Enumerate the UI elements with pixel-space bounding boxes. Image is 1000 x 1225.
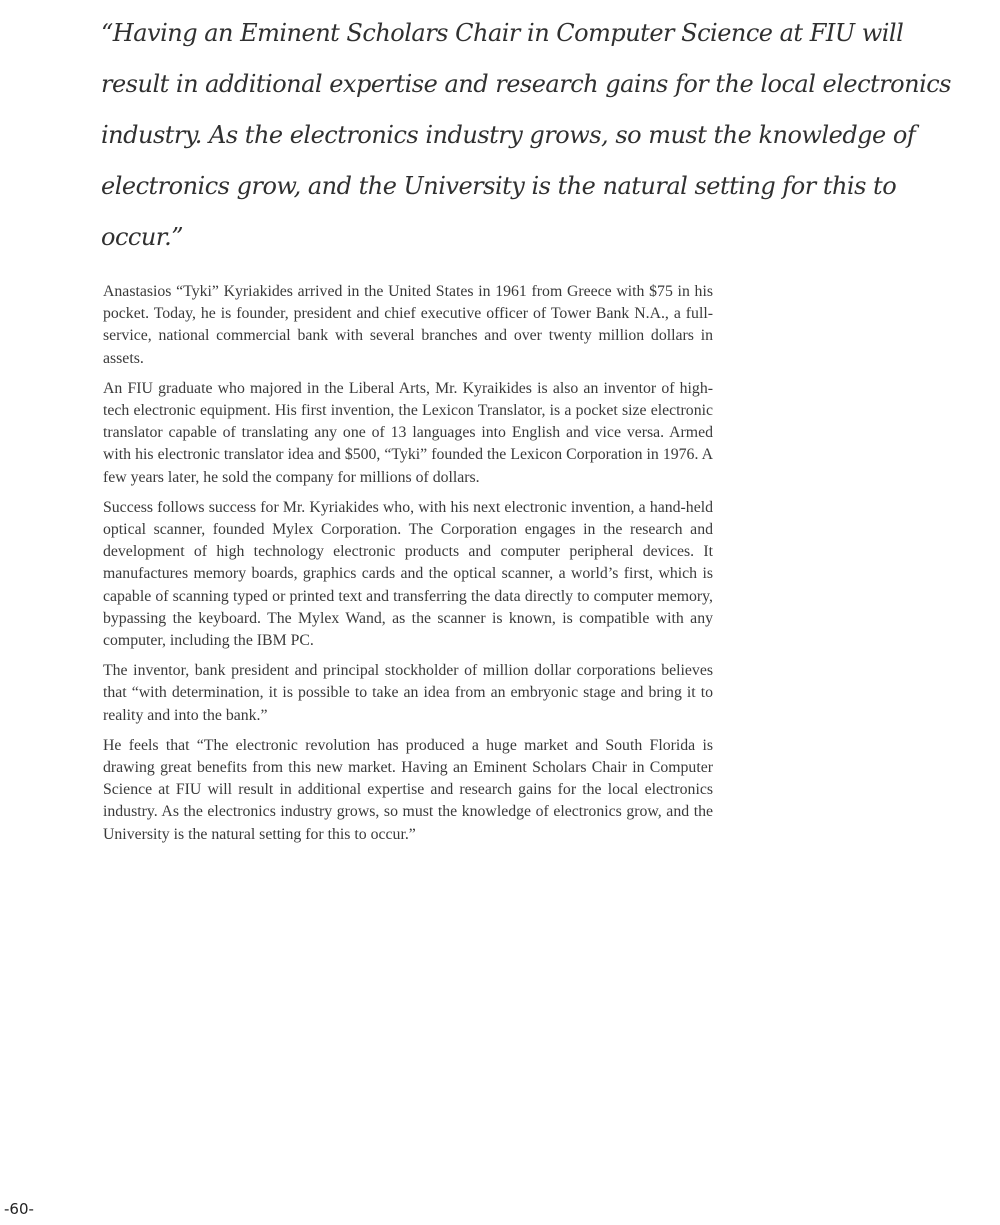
paragraph-mylex: Success follows success for Mr. Kyriakides who, with his next electronic invention, a hand-held optical scanner, founded Mylex Corporation. The Corporation engages in the research and development of high technology electronic products and computer peripheral devices. It manufactures memory boards, graphics cards and the optical scanner, a world’s first, which is capable of scanning typed or printed text and transferring the data directly to computer memory, bypassing the keyboard. The Mylex Wand, as the scanner is known, is compatible with any computer, including the IBM PC. — [103, 498, 713, 650]
paragraph-determination: The inventor, bank president and principal stockholder of million dollar corporations believes that “with determination, it is possible to take an idea from an embryonic stage and bring it to reality and into the bank.” — [103, 662, 713, 724]
paragraph-electronic-revolution: He feels that “The electronic revolution has produced a huge market and South Florida is drawing great benefits from this new market. Having an Eminent Scholars Chair in Computer Science at FIU will result in additional expertise and research gains for the local electronics industry. As the electronics industry grows, so must the knowledge of electronics grow, and the University is the natural setting for this to occur.” — [103, 736, 713, 843]
paragraph-arrival: Anastasios “Tyki” Kyriakides arrived in the United States in 1961 from Greece with $75 in his pocket. Today, he is founder, president and chief executive officer of Tower Bank N.A., a full-service, national commercial bank with several branches and over twenty million dollars in assets. — [103, 283, 713, 367]
paragraph-inventor: An FIU graduate who majored in the Liberal Arts, Mr. Kyraikides is also an inventor of high-tech electronic equipment. His first invention, the Lexicon Translator, is a pocket size electronic translator capable of translating any one of 13 languages into English and vice versa. Armed with his electronic translator idea and $500, “Tyki” founded the Lexicon Corporation in 1976. A few years later, he sold the company for millions of dollars. — [103, 379, 713, 486]
pull-quote: “Having an Eminent Scholars Chair in Computer Science at FIU will result in additional expertise and research gains for the local electronics industry. As the electronics industry grows, so must the knowledge of electronics grow, and the University is the natural setting for this to occur.” — [101, 19, 951, 251]
article-body — [103, 281, 713, 854]
page-number: -60- — [4, 1200, 34, 1218]
